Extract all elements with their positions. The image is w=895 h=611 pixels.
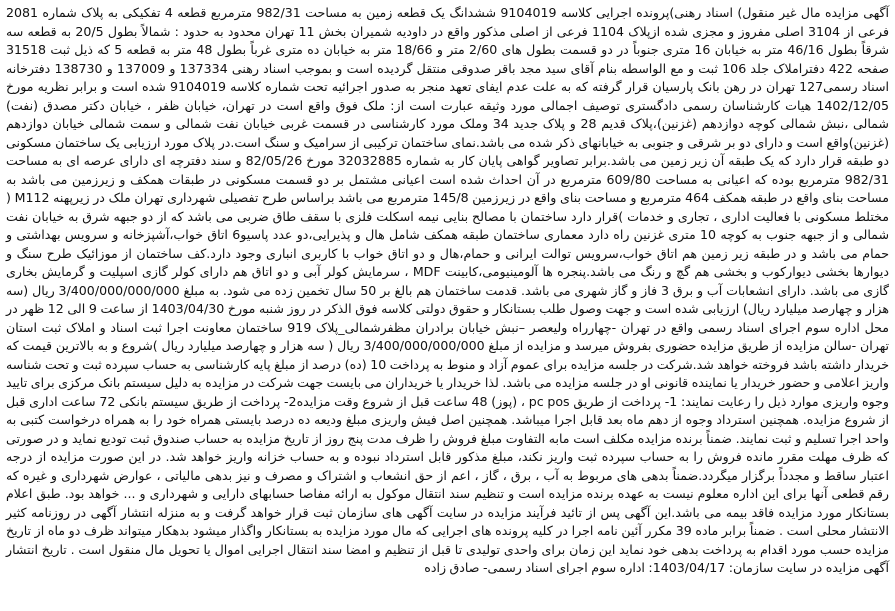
auction-notice-text: آگهی مزایده مال غیر منقول) اسناد رهنی)پرونده اجرایی کلاسه 9104019 ششدانگ یک قطعه زمین به مساحت 982/31 مترمربع قطعه 4 تفکیکی به پلاک شماره 2081 فرعی از 3104 اصلی مفروز و مجزی شده ازپلاک 1104 فرعی از اصلی مذکور واقع در داودیه شمیران بخش 11 تهران محدود به حدود : شمالاً بطول 20/5 به قطعه سه شرقاً بطول 46/16 متر به خیابان 16 متری جنوباً در دو قسمت بطول های 2/60 متر و 18/66 متر به خیابان ده متری غرباً بطول 48 متر به قطعه 5 که ذیل ثبت 31518 صفحه 422 دفتراملاک جلد 106 ثبت و مع الواسطه بنام آقای سید مجد باقر صدوقی منتقل گردیده است و بموجب اسناد رهنی 137334 و 137009 و 138730 دفترخانه اسناد رسمی127 تهران در رهن بانک پارسیان قرار گرفته که به علت عدم ایفای تعهد منجر به صدور اجرائیه تحت شماره کلاسه 9104019 شده است و برابر نظریه مورخ 1402/12/05 هیات کارشناسان رسمی دادگستری توصیف اجمالی مورد وثیقه عبارت است از: ملک فوق واقع است در تهران، خیابان ظفر ، خیابان دکتر مصدق (نفت) شمالی ،نبش شمالی کوچه دوازدهم (غزنین)،پلاک قدیم 28 و پلاک جدید 34 وملک مورد کارشناسی در قسمت غربی خیابان نفت شمالی و سمت شمالی خیابان دوازدهم (غزنین)واقع است و دارای دو بر شرقی و جنوبی به خیابانهای ذکر شده می باشد.نمای ساختمان ترکیبی از سرامیک و سنگ است.در پلاک مورد ارزیابی یک ساختمان مسکونی دو طبقه قرار دارد که یک طبقه آن زیر زمین می باشد.برابر تصاویر گواهی پایان کار به شماره 32032885 مورخ 82/05/26 و سند دفترچه ای دارای عرصه ای به مساحت 982/31 مترمربع بوده که اعیانی به مساحت 609/80 مترمربع در آن احداث شده است اعیانی مشتمل بر دو قسمت مسکونی در طبقات همکف و زیرزمین می باشد به مساحت بنای واقع در طبقه همکف 464 مترمربع و مساحت بنای واقع در زیرزمین 145/8 مترمربع می باشد براساس طرح تفصیلی شهرداری تهران ملک در زیرپهنه M112 ( مختلط مسکونی با فعالیت اداری ، تجاری و خدمات )قرار دارد ساختمان با مصالح بنایی نیمه اسکلت فلزی با سقف طاق ضربی می باشد که از دو جبهه شرق به خیابان نفت شمالی و از جبهه جنوب به کوچه 10 متری غزنین راه دارد معماری ساختمان طبقه همکف شامل هال و پذیرایی،دو عدد پاسیو6 اتاق خواب،آشپزخانه و سرویس بهداشتی و حمام می باشد و در طبقه زیر زمین هم اتاق خواب،سرویس توالت ایرانی و حمام،هال و دو اتاق خواب با کاربری انباری وجود دارد.کف ساختمان از موزائیک طرح سنگ و دیوارها بخشی دیوارکوب و بخشی هم گچ و رنگ می باشد.پنجره ها آلومینیومی،کابینت MDF ، سرمایش کولر آبی و دو اتاق هم دارای کولر گازی اسپلیت و گرمایش بخاری گازی می باشد. دارای انشعابات آب و برق 3 فاز و گاز شهری می باشد. قدمت ساختمان هم بالغ بر 50 سال تخمین زده می شود. به مبلغ 3/400/000/000/000 ریال (سه هزار و چهارصد میلیارد ریال) ارزیابی شده است و جهت وصول طلب بستانکار و حقوق دولتی کلاسه فوق الذکر در روز شنبه مورخ 1403/04/30 از ساعت 9 الی 12 ظهر در محل اداره سوم اجرای اسناد رسمی واقع در تهران -چهارراه ولیعصر –نبش خیابان برادران مظفرشمالی_پلاک 919 ساختمان معاونت اجرا ثبت اسناد و املاک ثبت استان تهران -سالن مزایده از طریق مزایده حضوری بفروش میرسد و مزایده از مبلغ 3/400/000/000/000 ریال ( سه هزار و چهارصد میلیارد ریال )شروع و به بالاترین قیمت که خریدار داشته باشد فروخته خواهد شد.شرکت در جلسه مزایده برای عموم آزاد و منوط به پرداخت 10 (ده) درصد از مبلغ پایه کارشناسی به حساب سپرده ثبت و تحت شناسه واریز اعلامی و حضور خریدار یا نماینده قانونی او در جلسه مزایده می باشد. لذا خریدار یا خریداران می بایست جهت شرکت در مزایده به دلیل سیستم بانک مرکزی برای تایید وجوه واریزی موارد ذیل را رعایت نمایند: 1- پرداخت از طریق pc pos ، (پوز) 48 ساعت قبل از شروع وقت مزایده2- پرداخت از طریق سیستم بانکی 72 ساعت اداری قبل از شروع مزایده. همچنین استرداد وجوه از دهم ماه بعد قابل اجرا میباشد. همچنین اصل فیش واریزی مبلغ ودیعه ده درصد بایستی همراه خود را به همراه درخواست کتبی به واحد اجرا تسلیم و ثبت نمایند. ضمناً برنده مزایده مکلف است مابه التفاوت مبلغ فروش را ظرف مدت پنج روز از تاریخ مزایده به حساب صندوق ثبت تودیع نماید و در صورتی که ظرف مهلت مقرر مانده فروش را به حساب سپرده ثبت واریز نکند، مبلغ مذکور قابل استرداد نبوده و به حساب خزانه واریز خواهد شد. در این صورت مزایده از درجه اعتبار ساقط و مجدداً برگزار میگردد.ضمناً بدهی های مربوط به آب ، برق ، گاز ، اعم از حق انشعاب و اشتراک و مصرف و نیز بدهی مالیاتی ، عوارض شهرداری و غیره که رقم قطعی آنها برای این اداره معلوم نیست به عهده برنده مزایده است و تنظیم سند انتقال موکول به ارائه مفاصا حسابهای دارایی و شهرداری و ... خواهد بود. طبق اعلام بستانکار مورد مزایده فاقد بیمه می باشد.این آگهی پس از تائید فرآیند مزایده در سایت آگهی های سازمان ثبت قرار خواهد گرفت و به منزله انتشار آگهی در روزنامه کثیر الانتشار محلی است . ضمناً برابر ماده 39 مکرر آئین نامه اجرا در کلیه پرونده های اجرایی که مال مورد مزایده به بستانکار واگذار میشود بدهکار میتواند ظرف دو ماه از تاریخ مزایده حسب مورد اقدام به پرداخت بدهی خود نماید این زمان برای واحدی تولیدی تا قبل از تنظیم و امضا سند انتقال اجرایی اموال یا تحویل مال منقول است . تاریخ انتشار آگهی مزایده در سایت سازمان: 1403/04/17: اداره سوم اجرای اسناد رسمی- صادق زاده bbox=[6, 5, 890, 575]
